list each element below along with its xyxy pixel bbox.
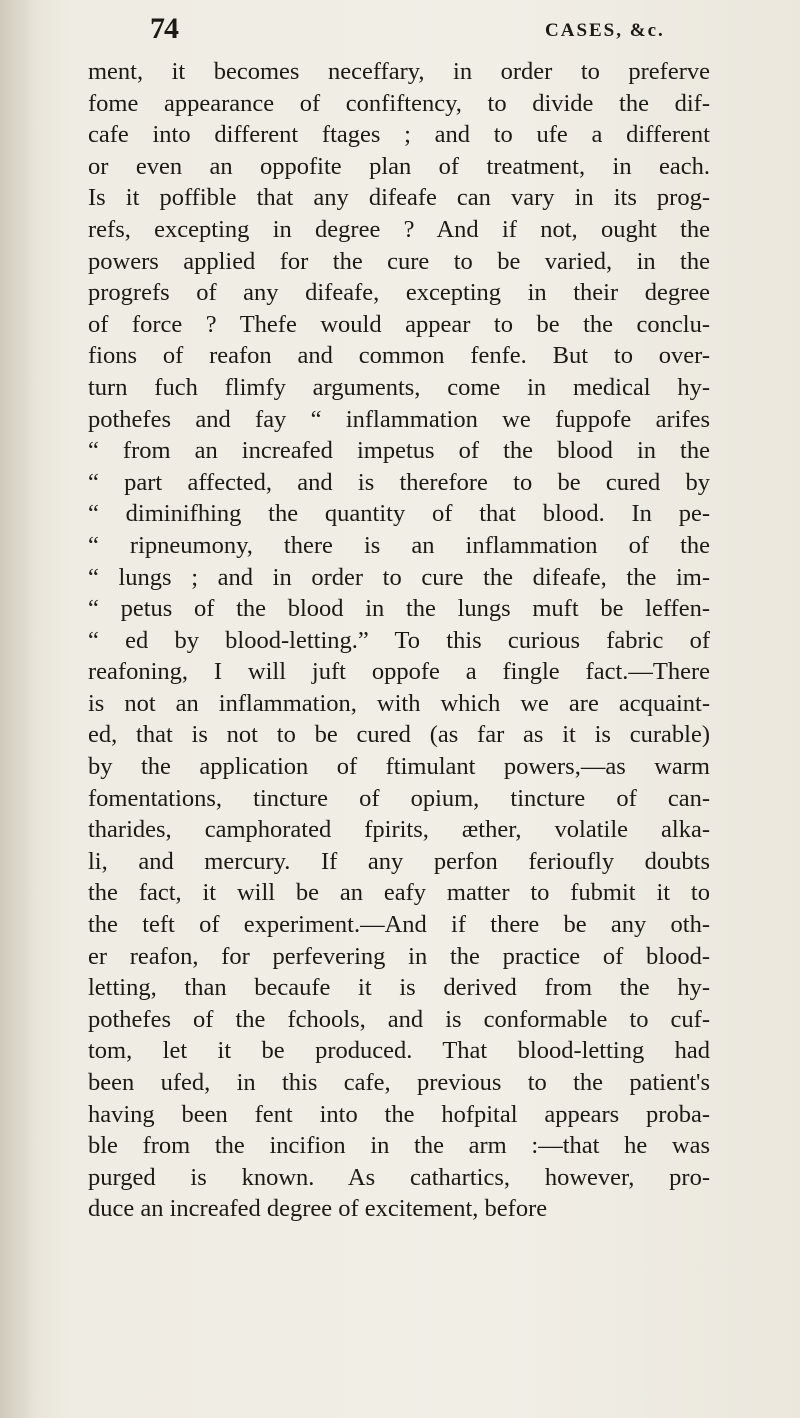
page-number: 74 <box>150 12 178 45</box>
text-line: powers applied for the cure to be varied, in the <box>88 247 710 275</box>
text-line: “ diminifhing the quantity of that blood. In pe- <box>88 500 710 528</box>
text-line: the fact, it will be an eafy matter to fubmit it to <box>88 879 710 907</box>
running-head: CASES, &c. <box>545 20 665 41</box>
text-line: tom, let it be produced. That blood-letting had <box>88 1037 710 1065</box>
text-line: purged is known. As cathartics, however, pro- <box>88 1163 710 1191</box>
text-line: refs, excepting in degree ? And if not, ought the <box>88 215 710 243</box>
page-header <box>150 8 710 48</box>
text-line: turn fuch flimfy arguments, come in medical hy- <box>88 373 710 401</box>
text-line: fome appearance of confiftency, to divide the dif- <box>88 89 710 117</box>
text-line: pothefes and fay “ inflammation we fuppofe arifes <box>88 405 710 433</box>
text-line: duce an increafed degree of excitement, before <box>88 1195 548 1223</box>
text-line: ment, it becomes neceffary, in order to preferve <box>88 58 710 85</box>
text-line: “ part affected, and is therefore to be cured by <box>88 468 710 496</box>
text-line: “ ripneumony, there is an inflammation of the <box>88 531 710 559</box>
text-line: of force ? Thefe would appear to be the conclu- <box>88 310 710 338</box>
body-text <box>88 56 710 1225</box>
text-line: reafoning, I will juft oppofe a fingle fact.—There <box>88 658 710 686</box>
text-line: pothefes of the fchools, and is conformable to cuf- <box>88 1005 710 1033</box>
text-line: Is it poffible that any difeafe can vary in its prog- <box>88 184 710 212</box>
text-line: fomentations, tincture of opium, tincture of can- <box>88 784 710 812</box>
page-gutter-shadow <box>0 0 34 1418</box>
text-line: having been fent into the hofpital appears proba- <box>88 1100 710 1128</box>
text-line: been ufed, in this cafe, previous to the patient's <box>88 1069 710 1096</box>
text-line: progrefs of any difeafe, excepting in their degree <box>88 279 710 307</box>
text-line: fions of reafon and common fenfe. But to over- <box>88 342 710 370</box>
text-line: li, and mercury. If any perfon ferioufly doubts <box>88 847 710 875</box>
text-line: cafe into different ftages ; and to ufe a different <box>88 121 710 149</box>
text-line: by the application of ftimulant powers,—as warm <box>88 753 710 781</box>
text-line: or even an oppofite plan of treatment, in each. <box>88 152 710 180</box>
text-line: the teft of experiment.—And if there be any oth- <box>88 911 710 939</box>
text-line: “ ed by blood-letting.” To this curious fabric of <box>88 626 710 654</box>
text-line: er reafon, for perfevering in the practice of blood- <box>88 942 710 970</box>
text-line: ble from the incifion in the arm :—that he was <box>88 1132 710 1160</box>
text-line: “ lungs ; and in order to cure the difeafe, the im- <box>88 563 710 591</box>
text-line: “ from an increafed impetus of the blood in the <box>88 437 710 465</box>
text-line: ed, that is not to be cured (as far as it is curable) <box>88 721 710 749</box>
text-line: tharides, camphorated fpirits, æther, volatile alka- <box>88 816 710 844</box>
text-line: is not an inflammation, with which we are acquaint- <box>88 689 710 717</box>
text-line: “ petus of the blood in the lungs muft be leffen- <box>88 595 710 623</box>
text-line: letting, than becaufe it is derived from the hy- <box>88 974 710 1002</box>
